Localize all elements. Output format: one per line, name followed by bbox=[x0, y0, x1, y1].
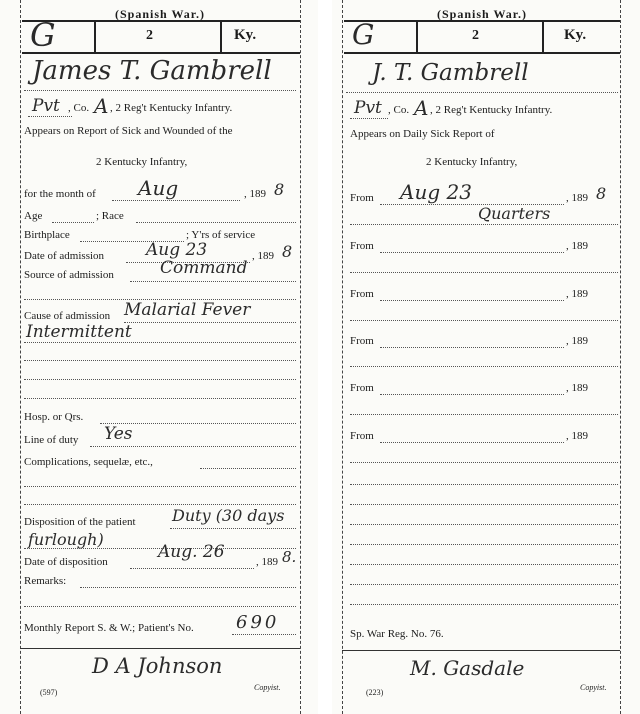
initial-letter: G bbox=[30, 16, 56, 54]
month-label: for the month of bbox=[24, 188, 96, 200]
patient-no-value: 690 bbox=[236, 612, 280, 633]
soldier-name: James T. Gambrell bbox=[32, 56, 272, 86]
header-divider bbox=[542, 22, 544, 52]
birthplace-label: Birthplace bbox=[24, 229, 70, 241]
left-record-card: (Spanish War.) G 2 Ky. James T. Gambrell Pvt , Co. A , 2 Reg't Kentucky Infantry. Appears on Report of Sick and Wounded of the 2 Kentucky Infantry, for the month of Aug , 189 8 Age ; Race Birthplace ; Y'rs of service Date of admission Aug 23 , 189 8 Source of admission Command Cause of admission Malarial Fever Intermittent Hosp. or Qrs. Line of duty Yes Complications, sequelæ, etc., Disposition of the patient Duty (30 days furlough) Date of disposition Aug. 26 , 189 8. Remarks: Monthly Report S. & W.; Patient's No. 690 D A Johnson Copyist. (597) bbox=[0, 0, 318, 714]
soldier-name: J. T. Gambrell bbox=[372, 60, 529, 86]
source-value: Command bbox=[160, 258, 248, 278]
service-label: ; Y'rs of service bbox=[186, 229, 256, 241]
left-margin-rule bbox=[342, 0, 343, 714]
admission-value: Aug 23 bbox=[146, 240, 208, 260]
right-record-card: (Spanish War.) G 2 Ky. J. T. Gambrell Pvt , Co. A , 2 Reg't Kentucky Infantry. Appears on Daily Sick Report of 2 Kentucky Infantry, From Aug 23 , 189 8 Quarters From , 189 From , 189 From , 189 From , 189 From , 189 Sp. War Reg. No. 76. M. Gasdale Copyist. (223) bbox=[332, 0, 640, 714]
copyist-label: Copyist. bbox=[254, 683, 281, 692]
appears-text: Appears on Daily Sick Report of bbox=[350, 128, 495, 140]
unit-title: 2 Kentucky Infantry, bbox=[426, 156, 518, 168]
from-label: From bbox=[350, 430, 374, 442]
unit-title: 2 Kentucky Infantry, bbox=[96, 156, 188, 168]
company-letter: A bbox=[94, 94, 109, 118]
admission-year-digit: 8 bbox=[282, 242, 293, 261]
header-divider bbox=[94, 22, 96, 52]
header-box bbox=[22, 16, 300, 54]
race-label: ; Race bbox=[96, 210, 124, 222]
disposition-label: Disposition of the patient bbox=[24, 516, 136, 528]
from-label: From bbox=[350, 335, 374, 347]
header-divider bbox=[416, 22, 418, 52]
month-year-digit: 8 bbox=[274, 180, 285, 199]
duty-label: Line of duty bbox=[24, 434, 79, 446]
card-heading: (Spanish War.) bbox=[436, 7, 528, 21]
left-margin-rule bbox=[20, 0, 21, 714]
age-label: Age bbox=[24, 210, 43, 222]
from-year-digit: 8 bbox=[596, 184, 607, 203]
from-value: Aug 23 bbox=[400, 180, 472, 204]
regiment-number: 2 bbox=[146, 28, 153, 43]
from-label: From bbox=[350, 288, 374, 300]
disposition-value-continued: furlough) bbox=[28, 530, 104, 549]
source-label: Source of admission bbox=[24, 269, 114, 281]
company-letter: A bbox=[414, 96, 429, 120]
card-number: (597) bbox=[40, 688, 58, 697]
copyist-signature: D A Johnson bbox=[92, 654, 223, 678]
card-heading: (Spanish War.) bbox=[114, 7, 206, 21]
from-label: From bbox=[350, 192, 374, 204]
header-box bbox=[344, 20, 620, 54]
duty-value: Yes bbox=[104, 424, 133, 444]
right-margin-rule bbox=[300, 0, 301, 714]
from-label: From bbox=[350, 240, 374, 252]
state-abbrev: Ky. bbox=[564, 27, 587, 43]
remarks-label: Remarks: bbox=[24, 575, 67, 587]
patient-no-label: Monthly Report S. & W.; Patient's No. bbox=[24, 622, 194, 634]
disposition-value: Duty (30 days bbox=[172, 506, 285, 525]
copyist-signature: M. Gasdale bbox=[410, 656, 525, 680]
complications-label: Complications, sequelæ, etc., bbox=[24, 456, 153, 468]
rank: Pvt bbox=[32, 96, 60, 116]
header-divider bbox=[220, 22, 222, 52]
cause-value: Malarial Fever bbox=[124, 300, 251, 320]
cause-label: Cause of admission bbox=[24, 310, 111, 322]
hosp-label: Hosp. or Qrs. bbox=[24, 411, 84, 423]
disposition-date-value: Aug. 26 bbox=[158, 542, 225, 562]
regiment-number: 2 bbox=[472, 28, 479, 43]
initial-letter: G bbox=[352, 18, 375, 51]
appears-text: Appears on Report of Sick and Wounded of the bbox=[24, 125, 233, 137]
rank: Pvt bbox=[354, 98, 382, 118]
admission-label: Date of admission bbox=[24, 250, 105, 262]
month-value: Aug bbox=[138, 176, 179, 200]
state-abbrev: Ky. bbox=[234, 27, 257, 43]
register-number: Sp. War Reg. No. 76. bbox=[350, 628, 444, 640]
from-label: From bbox=[350, 382, 374, 394]
disposition-date-label: Date of disposition bbox=[24, 556, 108, 568]
card-number: (223) bbox=[366, 688, 384, 697]
quarters-value: Quarters bbox=[478, 204, 551, 223]
copyist-label: Copyist. bbox=[580, 683, 607, 692]
right-margin-rule bbox=[620, 0, 621, 714]
disposition-year-digit: 8. bbox=[282, 548, 297, 566]
cause-value-continued: Intermittent bbox=[26, 322, 132, 342]
